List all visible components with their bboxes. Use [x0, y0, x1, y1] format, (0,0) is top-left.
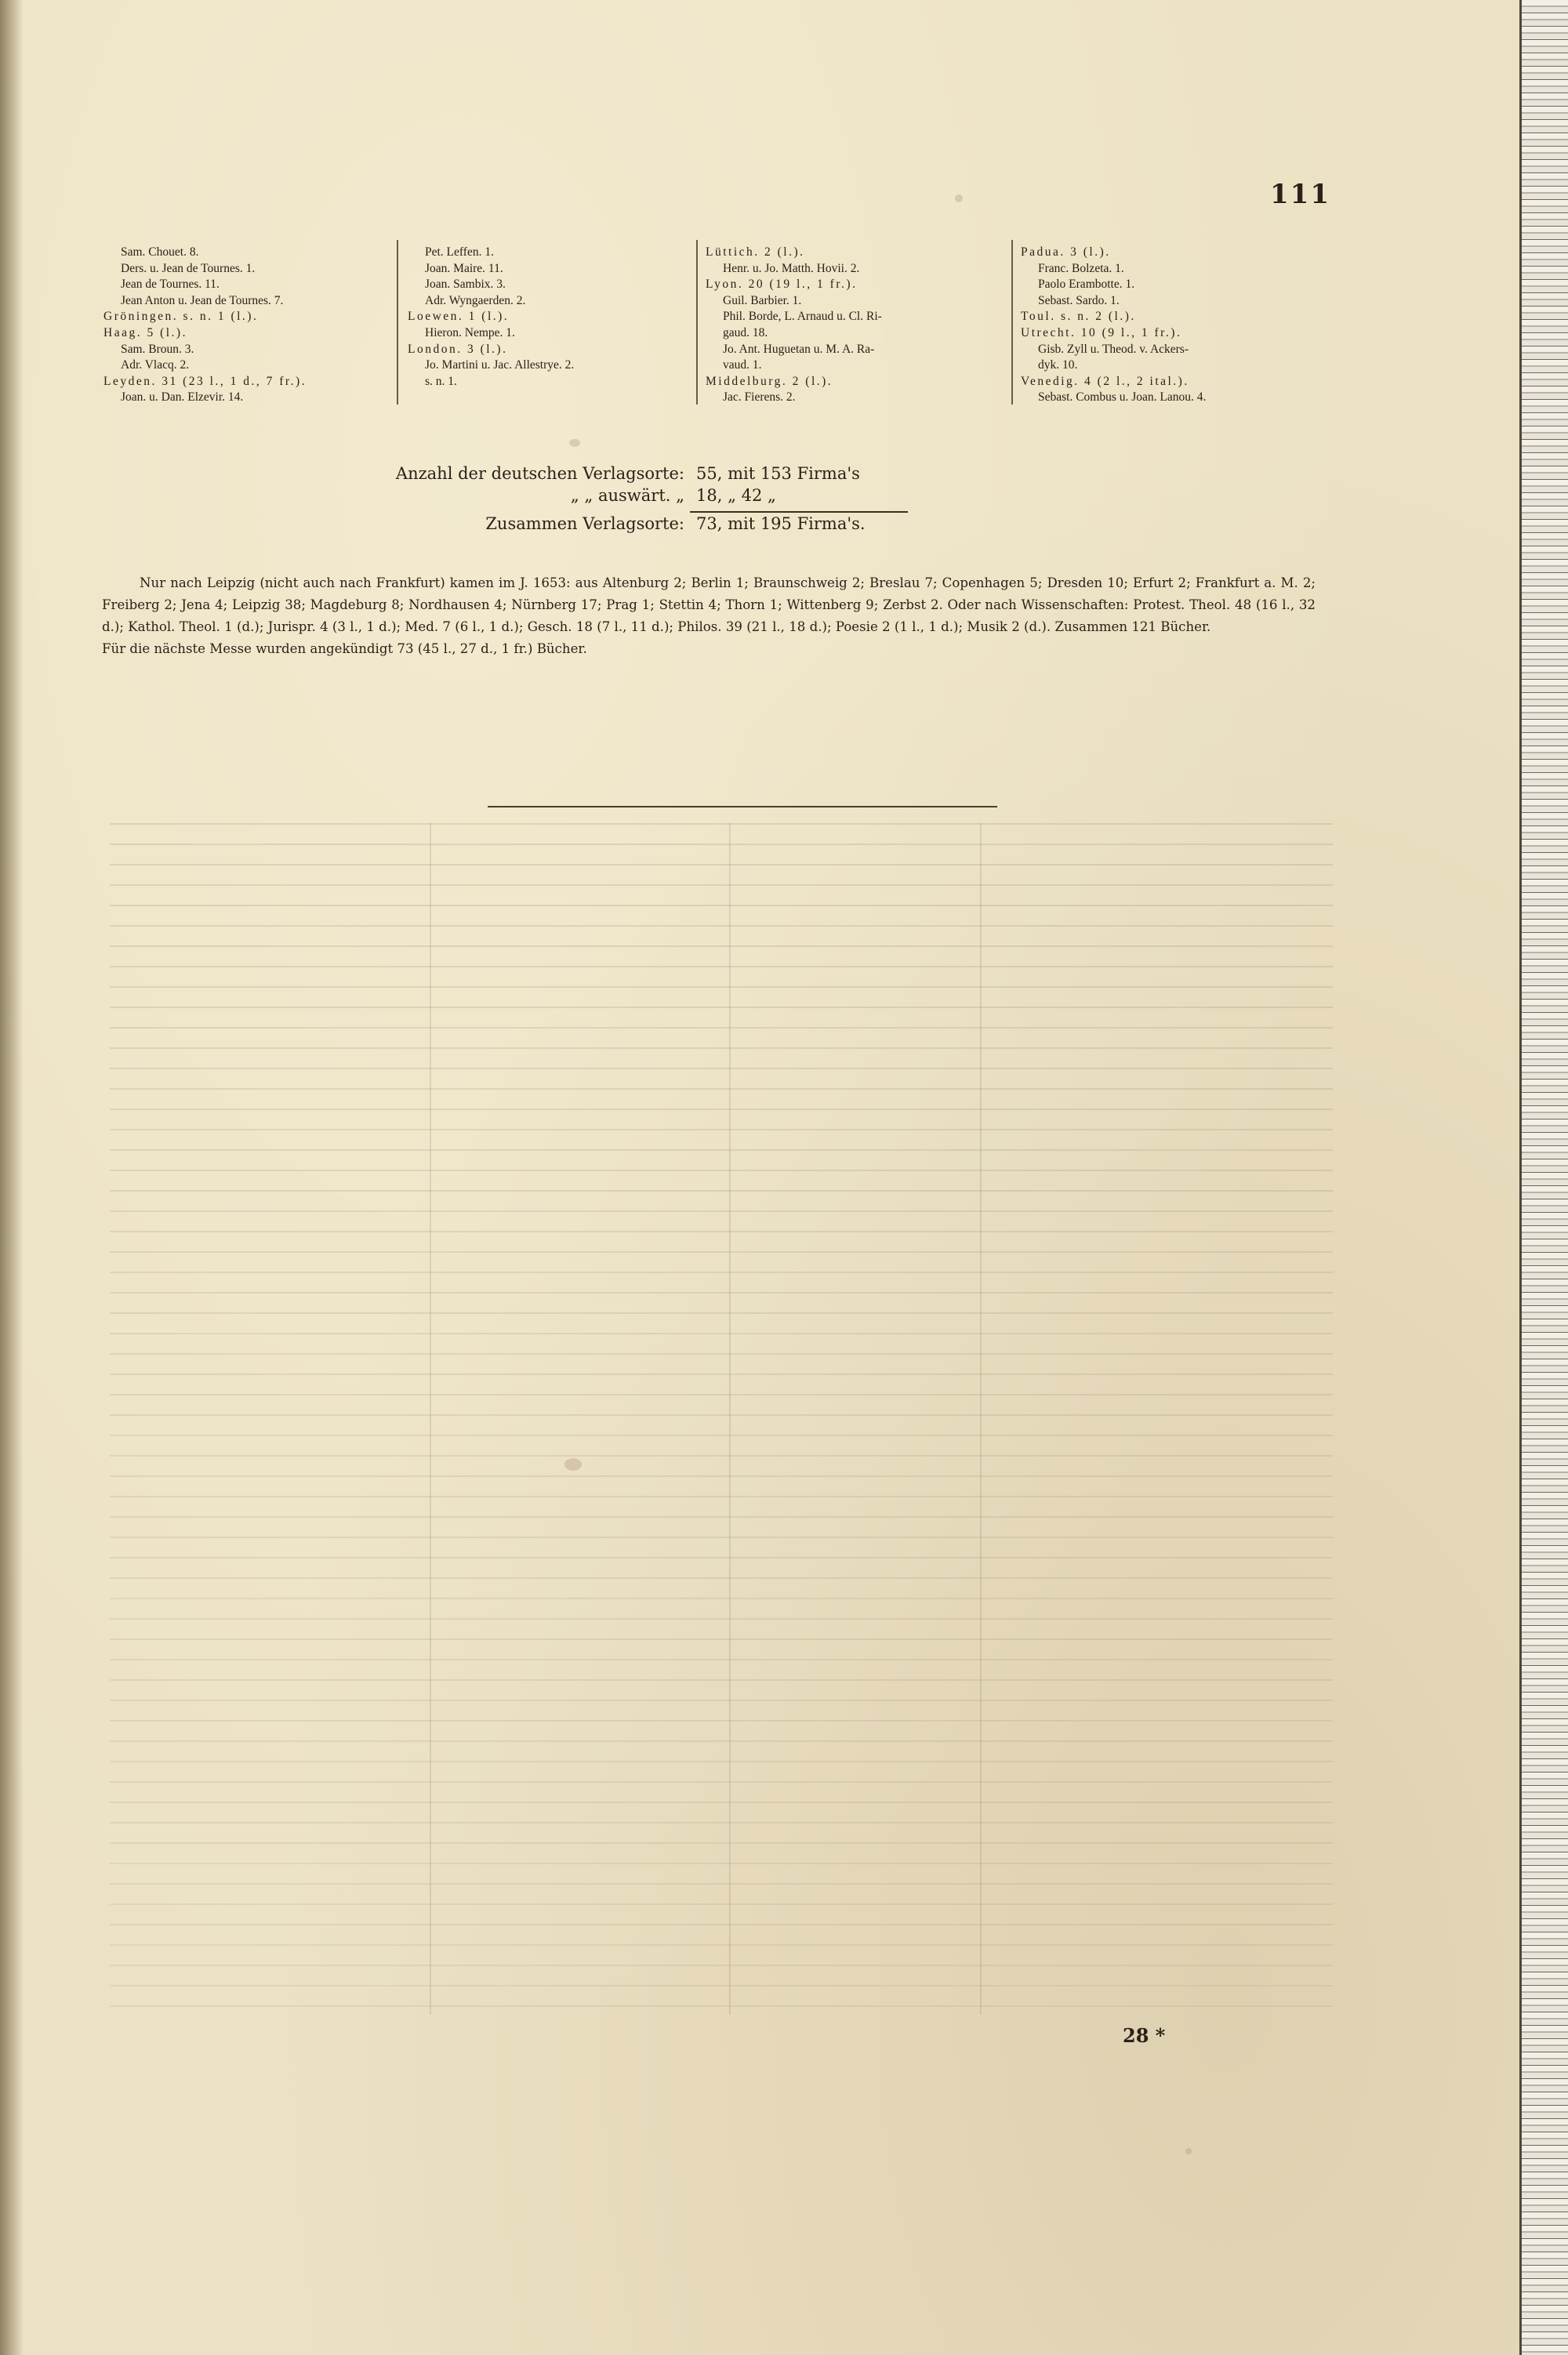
summary-label-german: Anzahl der deutschen Verlagsorte:	[395, 464, 684, 483]
show-through-rule	[729, 823, 731, 2015]
index-entry: Lyon. 20 (19 l., 1 fr.).	[706, 278, 858, 292]
index-entry: Sebast. Sardo. 1.	[1038, 293, 1120, 307]
paper-stain	[569, 439, 580, 447]
paragraph-text: Nur nach Leipzig (nicht auch nach Frankfurt) kamen im J. 1653: aus Altenburg 2; Berlin 1; Braunschweig 2; Breslau 7; Copenhagen 5; Dresden 10; Erfurt 2; Frankfurt a. M. 2; Freiberg 2; Jena 4; Leipzig 38; Magdeburg 8; Nordhausen 4; Nürnberg 17; Prag 1; Stettin 4; Thorn 1; Wittenberg 9; Zerbst 2. Oder nach Wissenschaften: Protest. Theol. 48 (16 l., 32 d.); Kathol. Theol. 1 (d.); Jurispr. 4 (3 l., 1 d.); Med. 7 (6 l., 1 d.); Gesch. 18 (7 l., 11 d.); Philos. 39 (21 l., 18 d.); Poesie 2 (1 l., 1 d.); Musik 2 (d.). Zusammen 121 Bücher.	[102, 575, 1316, 634]
index-column-1	[103, 245, 389, 406]
index-entry: Gröningen. s. n. 1 (l.).	[103, 310, 259, 324]
index-entry: Sam. Broun. 3.	[121, 342, 194, 356]
summary-label-foreign: „ „ auswärt. „	[570, 486, 684, 505]
index-entry: Joan. u. Dan. Elzevir. 14.	[121, 390, 244, 405]
show-through-rule	[980, 823, 982, 2015]
index-entry: Pet. Leffen. 1.	[425, 245, 494, 259]
index-entry: Venedig. 4 (2 l., 2 ital.).	[1021, 374, 1189, 388]
index-entry: Leyden. 31 (23 l., 1 d., 7 fr.).	[103, 374, 307, 388]
index-entry: Middelburg. 2 (l.).	[706, 374, 833, 388]
index-entry: Henr. u. Jo. Matth. Hovii. 2.	[723, 261, 860, 275]
index-entry: Paolo Erambotte. 1.	[1038, 278, 1135, 292]
column-divider	[1011, 240, 1013, 405]
index-column-3	[706, 245, 1004, 406]
summary-label-total: Zusammen Verlagsorte:	[485, 514, 684, 533]
index-entry: Jean de Tournes. 11.	[121, 278, 220, 292]
index-entry: vaud. 1.	[723, 358, 762, 372]
index-entry: Adr. Vlacq. 2.	[121, 358, 190, 372]
paper-stain	[1185, 2148, 1192, 2154]
index-column-2	[408, 245, 690, 390]
paper-stain	[955, 194, 963, 202]
index-entry: Sebast. Combus u. Joan. Lanou. 4.	[1038, 390, 1207, 405]
index-entry: Toul. s. n. 2 (l.).	[1021, 310, 1136, 324]
summary-rule	[690, 511, 908, 513]
column-divider	[696, 240, 698, 405]
column-divider	[397, 240, 398, 405]
index-entry: Utrecht. 10 (9 l., 1 fr.).	[1021, 325, 1182, 339]
index-entry: Guil. Barbier. 1.	[723, 293, 802, 307]
summary-value-foreign: 18, „ 42 „	[696, 486, 776, 505]
index-entry: Haag. 5 (l.).	[103, 325, 187, 339]
book-spine-edge	[1519, 0, 1568, 2355]
paragraph-announcement: Für die nächste Messe wurden angekündigt 73 (45 l., 27 d., 1 fr.) Bücher.	[102, 641, 587, 656]
page-gutter-shadow	[0, 0, 24, 2355]
index-entry: Sam. Chouet. 8.	[121, 245, 199, 259]
index-entry: Jean Anton u. Jean de Tournes. 7.	[121, 293, 284, 307]
index-entry: Jo. Ant. Huguetan u. M. A. Ra-	[723, 342, 875, 356]
index-entry: Franc. Bolzeta. 1.	[1038, 261, 1124, 275]
summary-value-total: 73, mit 195 Firma's.	[696, 514, 866, 533]
index-column-4	[1021, 245, 1319, 406]
index-entry: Adr. Wyngaerden. 2.	[425, 293, 526, 307]
section-end-rule	[488, 806, 997, 807]
index-entry: Jo. Martini u. Jac. Allestrye. 2.	[425, 358, 575, 372]
index-entry: Joan. Sambix. 3.	[425, 278, 506, 292]
index-entry: gaud. 18.	[723, 325, 768, 339]
index-entry: Jac. Fierens. 2.	[723, 390, 796, 405]
index-entry: Loewen. 1 (l.).	[408, 310, 510, 324]
leipzig-paragraph	[102, 572, 1316, 660]
index-entry: London. 3 (l.).	[408, 342, 508, 356]
index-entry: Hieron. Nempe. 1.	[425, 325, 515, 339]
summary-value-german: 55, mit 153 Firma's	[696, 464, 860, 483]
index-entry: Phil. Borde, L. Arnaud u. Cl. Ri-	[723, 310, 882, 324]
show-through-text	[110, 823, 1333, 2023]
paper-stain	[564, 1458, 582, 1471]
index-entry: dyk. 10.	[1038, 358, 1078, 372]
index-entry: Ders. u. Jean de Tournes. 1.	[121, 261, 256, 275]
index-entry: Joan. Maire. 11.	[425, 261, 503, 275]
index-entry: s. n. 1.	[425, 374, 457, 388]
index-entry: Gisb. Zyll u. Theod. v. Ackers-	[1038, 342, 1189, 356]
index-entry: Padua. 3 (l.).	[1021, 245, 1111, 259]
signature-mark: 28 *	[1123, 2024, 1166, 2047]
index-entry: Lüttich. 2 (l.).	[706, 245, 805, 259]
show-through-rule	[430, 823, 431, 2015]
page-number: 111	[1270, 179, 1330, 210]
